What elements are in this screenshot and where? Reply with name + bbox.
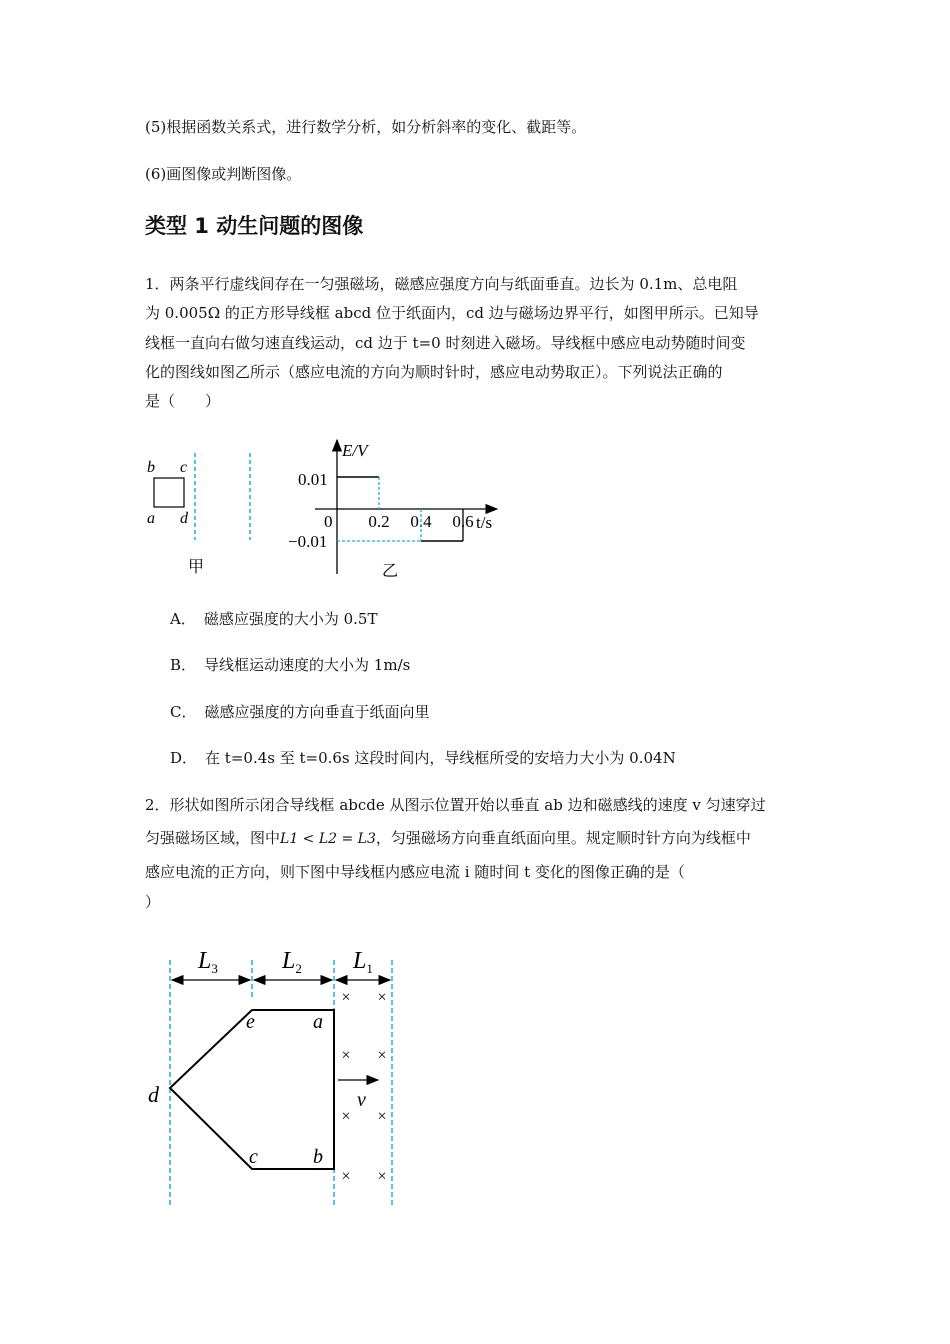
figure-jia (140, 445, 270, 580)
q2-line (145, 828, 751, 849)
tick-label-x: 0.6 (452, 512, 474, 531)
intro-step-5: (5)根据函数关系式，进行数学分析，如分析斜率的变化、截距等。 (145, 118, 587, 136)
label-a: a (147, 510, 155, 527)
option-key: D． (170, 749, 198, 767)
field-cross: × (377, 1047, 387, 1064)
option-b[interactable] (170, 655, 410, 675)
y-axis-label: E/V (342, 441, 368, 460)
q1-line: 为 0.005Ω 的正方形导线框 abcd 位于纸面内，cd 边与磁场边界平行，如图甲所示。已知导 (145, 304, 759, 322)
tick-label-origin: 0 (324, 512, 333, 531)
tick-label-x: 0.2 (368, 512, 390, 531)
field-cross: × (341, 989, 351, 1006)
label-l1: $L_1$ (353, 948, 373, 976)
label-b: b (147, 459, 155, 476)
label-b: b (313, 1146, 323, 1168)
label-v: v (357, 1089, 366, 1111)
x-axis-label: t/s (476, 513, 493, 532)
q2-line2-post: ，匀强磁场方向垂直纸面向里。规定顺时针方向为线框中 (375, 829, 751, 847)
option-text: 在 t=0.4s 至 t=0.6s 这段时间内，导线框所受的安培力大小为 0.04N (205, 749, 676, 767)
label-l2: $L_2$ (282, 948, 302, 976)
field-cross: × (341, 1168, 351, 1185)
q1-line: 线框一直向右做匀速直线运动，cd 边于 t=0 时刻进入磁场。导线框中感应电动势随时间变 (145, 334, 746, 352)
label-e: e (246, 1011, 255, 1033)
q1-line: 是（ ） (145, 392, 221, 410)
q1-line: 1．两条平行虚线间存在一匀强磁场，磁感应强度方向与纸面垂直。边长为 0.1m、总电阻 (145, 275, 738, 293)
option-text: 导线框运动速度的大小为 1m/s (204, 656, 411, 674)
option-key: C． (170, 703, 197, 721)
label-d: d (148, 1082, 159, 1107)
field-cross: × (341, 1108, 351, 1125)
figure-q2 (140, 940, 410, 1215)
option-text: 磁感应强度的大小为 0.5T (203, 610, 378, 628)
intro-step-6: (6)画图像或判断图像。 (145, 165, 302, 183)
option-text: 磁感应强度的方向垂直于纸面向里 (204, 703, 430, 721)
option-key: A． (170, 610, 196, 628)
option-d[interactable] (170, 748, 676, 768)
label-l3: $L_3$ (198, 948, 218, 976)
q1-line: 化的图线如图乙所示（感应电流的方向为顺时针时，感应电动势取正）。下列说法正确的 (145, 363, 723, 381)
tick-label-y-neg: −0.01 (288, 532, 328, 551)
caption-jia: 甲 (188, 559, 205, 576)
wire-frame-square (154, 478, 184, 507)
option-key: B． (170, 656, 197, 674)
q2-line: ） (145, 893, 161, 911)
option-a[interactable] (170, 609, 377, 629)
label-a: a (313, 1011, 323, 1033)
q2-line: 2．形状如图所示闭合导线框 abcde 从图示位置开始以垂直 ab 边和磁感线的速度 v 匀速穿过 (145, 796, 766, 814)
q2-formula: L1 < L2 = L3 (280, 831, 376, 847)
label-c: c (180, 459, 188, 476)
section-title: 类型 1 动生问题的图像 (145, 214, 364, 238)
label-c: c (249, 1146, 258, 1168)
option-c[interactable] (170, 702, 430, 722)
q2-line: 感应电流的正方向，则下图中导线框内感应电流 i 随时间 t 变化的图像正确的是（ (145, 863, 685, 881)
tick-label-y-pos: 0.01 (298, 470, 328, 489)
figure-yi (285, 432, 510, 582)
caption-yi: 乙 (382, 563, 399, 580)
tick-label-x: 0.4 (410, 512, 432, 531)
field-cross: × (377, 1108, 387, 1125)
field-cross: × (377, 1168, 387, 1185)
field-cross: × (377, 989, 387, 1006)
field-cross: × (341, 1047, 351, 1064)
q2-line2-pre: 匀强磁场区域，图中 (145, 829, 281, 847)
label-d: d (180, 510, 188, 527)
